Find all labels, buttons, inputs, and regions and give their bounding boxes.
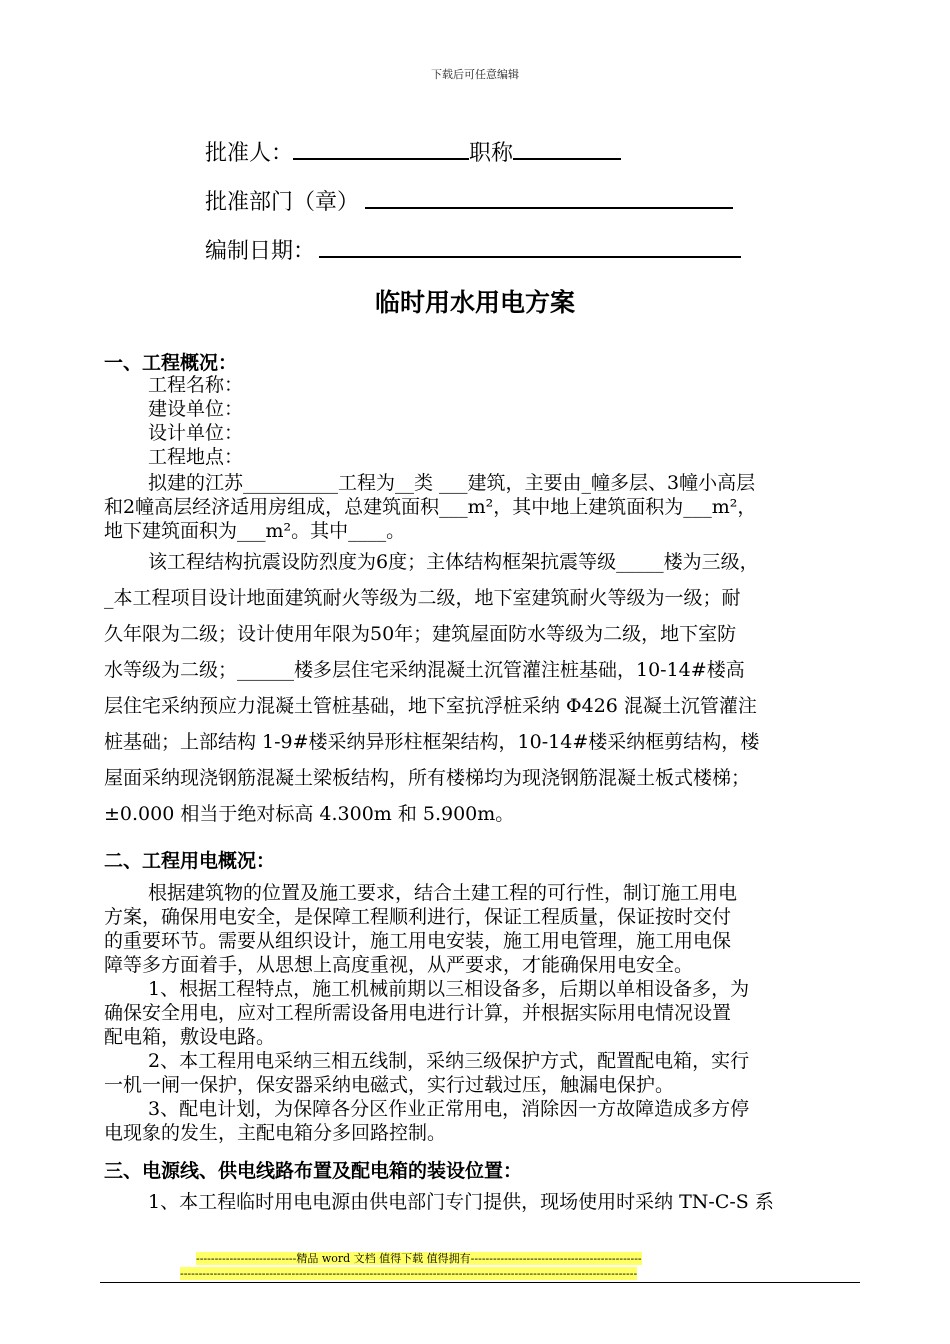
paragraph-line: 的重要环节。需要从组织设计，施工用电安装，施工用电管理，施工用电保 [104,930,732,952]
approver-row [205,136,621,169]
paragraph-line: 久年限为二级；设计使用年限为50年；建筑屋面防水等级为二级，地下室防 [104,623,737,645]
paragraph-line: 水等级为二级；______楼多层住宅采纳混凝土沉管灌注桩基础，10-14#楼高 [104,659,745,681]
paragraph-line: 一机一闸一保护，保安器采纳电磁式，实行过载过压，触漏电保护。 [104,1074,675,1096]
title-blank [513,136,621,160]
approver-label: 批准人： [205,141,294,166]
paragraph-line: 1、本工程临时用电电源由供电部门专门提供，现场使用时采纳 TN-C-S 系 [148,1191,774,1213]
field-project-name: 工程名称： [148,374,244,396]
paragraph-line: 2、本工程用电采纳三相五线制，采纳三级保护方式，配置配电箱，实行 [148,1050,750,1072]
field-designer: 设计单位： [148,422,244,444]
paragraph-line: 桩基础；上部结构 1-9#楼采纳异形柱框架结构，10-14#楼采纳框剪结构，楼 [104,731,760,753]
section1-heading: 一、工程概况： [104,352,238,374]
paragraph-line: 根据建筑物的位置及施工要求，结合土建工程的可行性，制订施工用电 [148,882,738,904]
paragraph-line: _本工程项目设计地面建筑耐火等级为二级，地下室建筑耐火等级为一级；耐 [104,587,741,609]
paragraph-line: 1、根据工程特点，施工机械前期以三相设备多，后期以单相设备多，为 [148,978,750,1000]
field-owner: 建设单位： [148,398,244,420]
paragraph-line: 拟建的江苏__________工程为__类 ___建筑，主要由_幢多层、3幢小高层 [148,472,756,494]
section2-paragraph1 [104,881,864,1145]
section3-heading: 三、电源线、供电线路布置及配电箱的装设位置： [104,1160,523,1182]
paragraph-line: 配电箱，敷设电路。 [104,1026,276,1048]
dept-row [205,185,733,218]
section1-paragraph2 [104,544,864,832]
section2-heading: 二、工程用电概况： [104,850,276,872]
title-label: 职称 [469,141,514,166]
paragraph-line: 3、配电计划，为保障各分区作业正常用电，消除因一方故障造成多方停 [148,1098,750,1120]
approver-blank [293,136,469,160]
paragraph-line: 障等多方面着手，从思想上高度重视，从严要求，才能确保用电安全。 [104,954,694,976]
section1-fields [104,373,864,469]
paragraph-line: 层住宅采纳预应力混凝土管桩基础，地下室抗浮桩采纳 Φ426 混凝土沉管灌注 [104,695,757,717]
section1-paragraph1 [104,471,864,543]
date-label: 编制日期： [205,239,316,264]
date-blank [319,234,741,258]
paragraph-line: 该工程结构抗震设防烈度为6度；主体结构框架抗震等级_____楼为三级， [148,551,759,573]
paragraph-line: 屋面采纳现浇钢筋混凝土梁板结构，所有楼梯均为现浇钢筋混凝土板式楼梯； [104,767,751,789]
field-location: 工程地点： [148,446,244,468]
header-note: 下载后可任意编辑 [431,68,519,81]
footer-divider [100,1282,860,1283]
paragraph-line: 确保安全用电，应对工程所需设备用电进行计算，并根据实际用电情况设置 [104,1002,732,1024]
section3-paragraph1 [104,1190,864,1214]
paragraph-line: 地下建筑面积为___m²。其中____。 [104,520,406,542]
document-title: 临时用水用电方案 [374,288,575,317]
footer-banner: ---------------------------精品 word 文档 值得下载 值得拥有---------------------------------------------- [196,1252,642,1265]
paragraph-line: 电现象的发生，主配电箱分多回路控制。 [104,1122,447,1144]
paragraph-line: 方案，确保用电安全，是保障工程顺利进行，保证工程质量，保证按时交付 [104,906,732,928]
paragraph-line: ±0.000 相当于绝对标高 4.300m 和 5.900m。 [104,803,515,825]
dept-label: 批准部门（章） [205,190,360,215]
date-row [205,234,741,267]
footer-dash-line: --------------------------------------------------------------------------------------------------------------------------- [180,1267,638,1280]
paragraph-line: 和2幢高层经济适用房组成，总建筑面积___m²，其中地上建筑面积为___m²， [104,496,757,518]
dept-blank [365,185,733,209]
